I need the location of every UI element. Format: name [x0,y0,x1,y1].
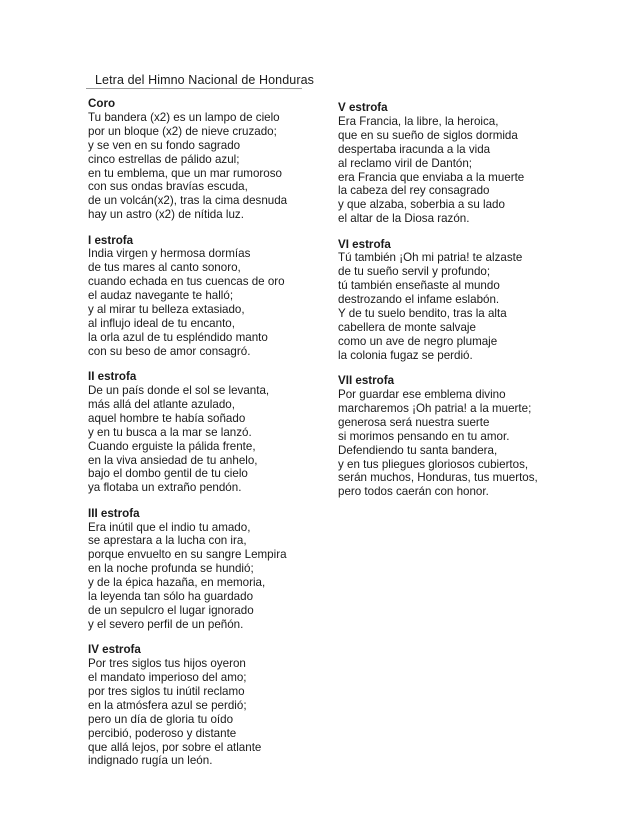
verse-line: y de la épica hazaña, en memoria, [88,576,266,590]
verse-line: la orla azul de tu espléndido manto [88,330,268,344]
verse-line: que allá lejos, por sobre el atlante [88,740,262,754]
verse-line: y al mirar tu belleza extasiado, [88,303,245,317]
verse-line: pero todos caerán con honor. [338,485,489,499]
verse-line: de un volcán(x2), tras la cima desnuda [88,194,288,208]
verse-line: con su beso de amor consagró. [88,344,251,358]
verse-line: la leyenda tan sólo ha guardado [88,590,254,604]
stanza-title: VI estrofa [338,237,391,251]
verse-line: con sus ondas bravías escuda, [88,180,248,194]
verse-line: y el severo perfil de un peñón. [88,617,244,631]
verse-line: y en tu busca a la mar se lanzó. [88,425,252,439]
stanza [88,370,338,495]
verse-line: cuando echada en tus cuencas de oro [88,275,285,289]
stanza-title: I estrofa [88,233,134,247]
stanza [338,101,588,226]
stanza-title: V estrofa [338,101,388,114]
verse-line: India virgen y hermosa dormías [88,247,251,261]
verse-line: de tu sueño servil y profundo; [338,265,491,279]
verse-line: Por tres siglos tus hijos oyeron [88,657,246,671]
verse-line: Por guardar ese emblema divino [338,388,506,401]
stanza [338,374,588,499]
stanza [88,507,338,632]
verse-line: de un sepulcro el lugar ignorado [88,603,254,617]
stanza [338,238,588,363]
verse-line: en la noche profunda se hundió; [88,562,254,576]
stanza [88,97,338,222]
verse-line: era Francia que enviaba a la muerte [338,170,525,184]
verse-line: y se ven en su fondo sagrado [88,138,241,152]
stanza-title: II estrofa [88,370,137,384]
verse-line: aquel hombre te había soñado [88,411,246,425]
verse-line: Tú también ¡Oh mi patria! te alzaste [338,251,523,265]
verse-line: De un país donde el sol se levanta, [88,384,270,397]
verse-line: al influjo ideal de tu encanto, [88,316,235,330]
verse-line: en la atmósfera azul se perdió; [88,698,247,712]
verse-line: indignado rugía un león. [88,754,213,768]
verse-line: que en su sueño de siglos dormida [338,128,518,142]
verse-line: Defendiendo tu santa bandera, [338,443,498,457]
verse-line: Era Francia, la libre, la heroica, [338,114,499,128]
verse-line: pero un día de gloria tu oído [88,712,234,726]
verse-line: tú también enseñaste al mundo [338,279,500,293]
verse-line: por un bloque (x2) de nieve cruzado; [88,124,277,138]
verse-line: hay un astro (x2) de nítida luz. [88,208,244,222]
document-title: Letra del Himno Nacional de Honduras [95,73,314,87]
verse-line: la colonia fugaz se perdió. [338,348,473,362]
verse-line: generosa será nuestra suerte [338,415,490,429]
verse-line: se aprestara a la lucha con ira, [88,534,247,548]
verse-line: y que alzaba, soberbia a su lado [338,198,505,212]
stanza-title: IV estrofa [88,643,141,657]
verse-line: Tu bandera (x2) es un lampo de cielo [88,110,280,124]
verse-line: el mandato imperioso del amo; [88,671,247,684]
verse-line: de tus mares al canto sonoro, [88,261,241,275]
verse-line: más allá del atlante azulado, [88,397,235,411]
verse-line: serán muchos, Honduras, tus muertos, [338,471,538,485]
stanza [88,643,338,768]
verse-line: si morimos pensando en tu amor. [338,429,510,443]
verse-line: marcharemos ¡Oh patria! a la muerte; [338,401,532,415]
verse-line: bajo el dombo gentil de tu cielo [88,467,248,481]
title-underline [86,88,302,89]
verse-line: porque envuelto en su sangre Lempira [88,548,287,562]
verse-line: Era inútil que el indio tu amado, [88,520,251,534]
verse-line: destrozando el infame eslabón. [338,293,500,307]
verse-line: y en tus pliegues gloriosos cubiertos, [338,457,529,471]
stanza-title: Coro [88,97,116,110]
verse-line: Y de tu suelo bendito, tras la alta [338,307,507,321]
verse-line: el altar de la Diosa razón. [338,212,470,226]
verse-line: el audaz navegante te halló; [88,289,234,303]
verse-line: en la viva ansiedad de tu anhelo, [88,453,258,467]
verse-line: ya flotaba un extraño pendón. [88,481,242,495]
verse-line: en tu emblema, que un mar rumoroso [88,166,282,180]
left-column [88,97,338,780]
verse-line: despertaba iracunda a la vida [338,142,491,156]
right-column [338,101,588,511]
verse-line: como un ave de negro plumaje [338,334,498,348]
verse-line: cabellera de monte salvaje [338,320,476,334]
stanza [88,234,338,359]
verse-line: percibió, poderoso y distante [88,726,237,740]
verse-line: cinco estrellas de pálido azul; [88,152,240,166]
verse-line: por tres siglos tu inútil reclamo [88,684,245,698]
verse-line: al reclamo viril de Dantón; [338,156,473,170]
verse-line: Cuando erguiste la pálida frente, [88,439,256,453]
stanza-title: VII estrofa [338,374,395,388]
stanza-title: III estrofa [88,506,140,520]
verse-line: la cabeza del rey consagrado [338,184,490,198]
